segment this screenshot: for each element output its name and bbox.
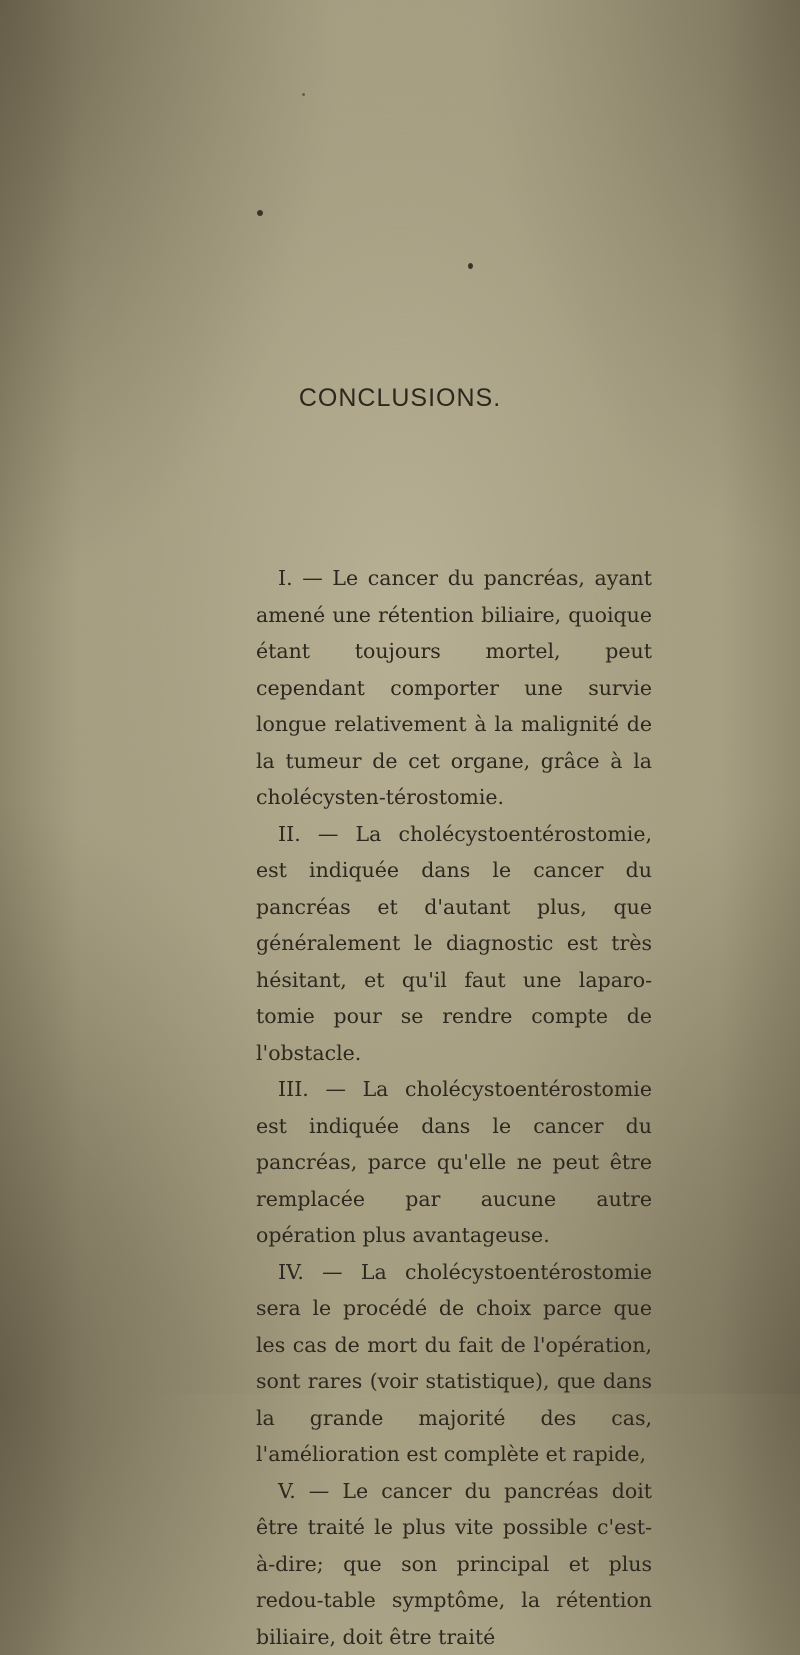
conclusion-paragraph: III. — La cholécystoentérostomie est indiquée dans le cancer du pancréas, parce qu'elle ne peut être remplacée par aucune autre opération plus avantageuse. (256, 1071, 652, 1254)
conclusion-paragraph: I. — Le cancer du pancréas, ayant amené une rétention biliaire, quoique étant toujours mortel, peut cependant comporter une survie longue relativement à la malignité de la tumeur de cet organe, grâce à la cholécysten-térostomie. (256, 560, 652, 816)
conclusion-paragraph: V. — Le cancer du pancréas doit être traité le plus vite possible c'est-à-dire; que son principal et plus redou-table symptôme, la rétention biliaire, doit être traité (256, 1473, 652, 1655)
conclusions-body (256, 560, 652, 1655)
page-title: CONCLUSIONS. (0, 384, 800, 413)
ink-spot (468, 263, 473, 269)
conclusion-paragraph: II. — La cholécystoentérostomie, est indiquée dans le cancer du pancréas et d'autant plus, que généralement le diagnostic est très hésitant, et qu'il faut une laparo-tomie pour se rendre compte de l'obstacle. (256, 816, 652, 1072)
conclusion-paragraph: IV. — La cholécystoentérostomie sera le procédé de choix parce que les cas de mort du fait de l'opération, sont rares (voir statistique), que dans la grande majorité des cas, l'amélioration est complète et rapide, (256, 1254, 652, 1473)
ink-spot (302, 93, 305, 96)
ink-spot (257, 210, 263, 216)
